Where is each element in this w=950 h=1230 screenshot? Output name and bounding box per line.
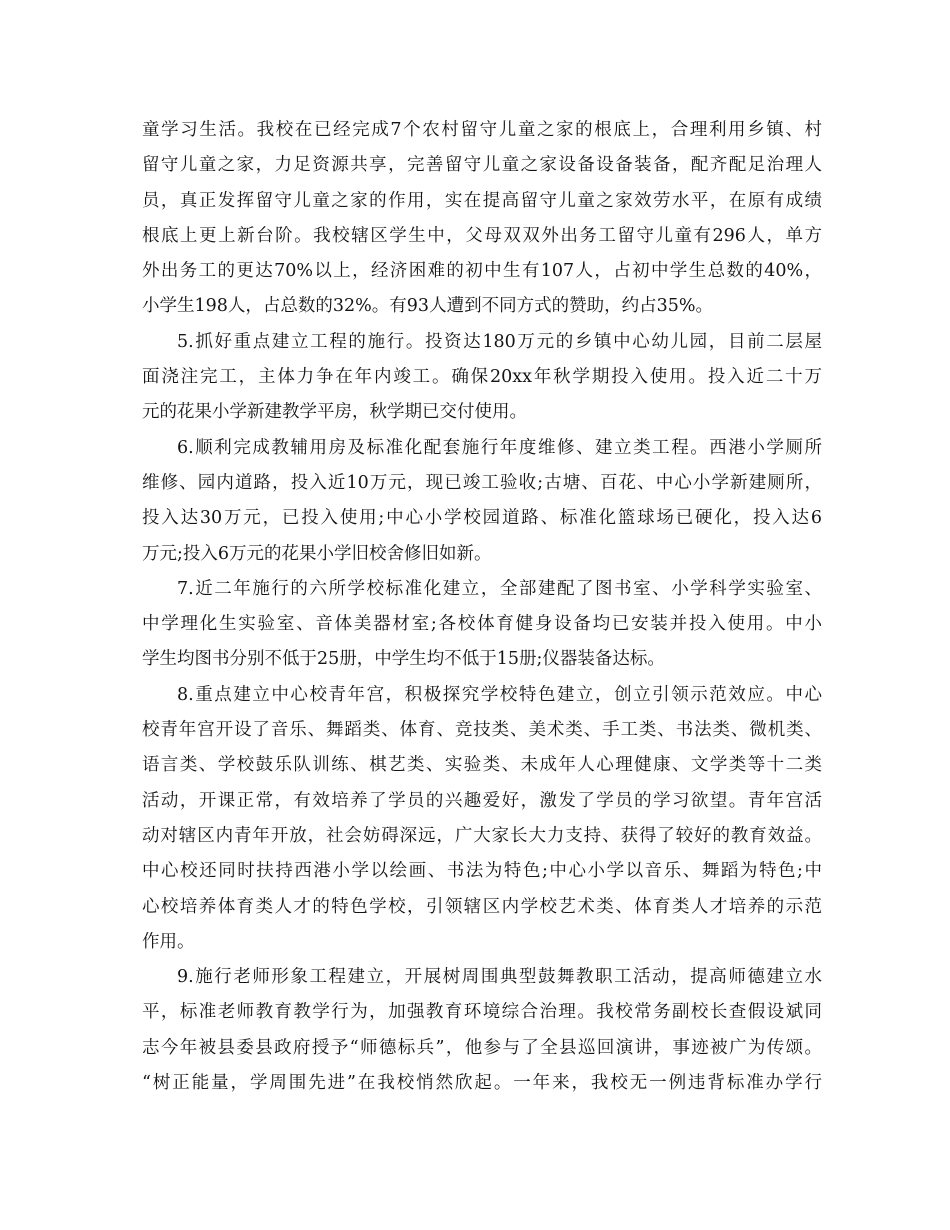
text-line: 学生均图书分别不低于25册，中学生均不低于15册;仪器装备达标。 (142, 649, 665, 670)
text-line: 投入达30万元，已投入使用;中心小学校园道路、标准化篮球场已硬化，投入达6 (142, 508, 822, 529)
paragraph (142, 678, 822, 960)
text-line: 6.顺利完成教辅用房及标准化配套施行年度维修、建立类工程。西港小学厕所 (177, 437, 822, 458)
text-line: 8.重点建立中心校青年宫，积极探究学校特色建立，创立引领示范效应。中心 (177, 684, 822, 705)
text-line: 9.施行老师形象工程建立，开展树周围典型鼓舞教职工活动，提高师德建立水 (177, 967, 822, 988)
text-line: 维修、园内道路，投入近10万元，现已竣工验收;古塘、百花、中心小学新建厕所， (142, 472, 822, 493)
text-line: 动对辖区内青年开放，社会妨碍深远，广大家长大力支持、获得了较好的教育效益。 (142, 825, 822, 846)
paragraph (142, 960, 822, 1101)
paragraph (142, 572, 822, 678)
text-line: 活动，开课正常，有效培养了学员的兴趣爱好，激发了学员的学习欲望。青年宫活 (142, 790, 822, 811)
text-line: 作用。 (142, 931, 195, 952)
text-line: 志今年被县委县政府授予“师德标兵”，他参与了全县巡回演讲，事迹被广为传颂。 (142, 1037, 822, 1058)
text-line: 面浇注完工，主体力争在年内竣工。确保20xx年秋学期投入使用。投入近二十万 (142, 367, 822, 388)
text-line: 心校培养体育类人才的特色学校，引领辖区内学校艺术类、体育类人才培养的示范 (142, 896, 822, 917)
text-line: 7.近二年施行的六所学校标准化建立，全部建配了图书室、小学科学实验室、 (177, 578, 822, 599)
text-line: 万元;投入6万元的花果小学旧校舍修旧如新。 (142, 543, 492, 564)
text-line: 留守儿童之家，力足资源共享，完善留守儿童之家设备设备装备，配齐配足治理人 (142, 155, 822, 176)
text-line: 童学习生活。我校在已经完成7个农村留守儿童之家的根底上，合理利用乡镇、村 (142, 120, 822, 140)
paragraph (142, 325, 822, 431)
text-line: 元的花果小学新建教学平房，秋学期已交付使用。 (142, 402, 527, 423)
text-line: 小学生198人，占总数的32%。有93人遭到不同方式的赞助，约占35%。 (142, 296, 713, 317)
text-line: 员，真正发挥留守儿童之家的作用，实在提高留守儿童之家效劳水平，在原有成绩 (142, 190, 822, 211)
text-line: 5.抓好重点建立工程的施行。投资达180万元的乡镇中心幼儿园，目前二层屋 (177, 331, 822, 352)
text-line: 平，标准老师教育教学行为，加强教育环境综合治理。我校常务副校长查假设斌同 (142, 1002, 822, 1023)
text-line: 中学理化生实验室、音体美器材室;各校体育健身设备均已安装并投入使用。中小 (142, 614, 822, 635)
text-line: 语言类、学校鼓乐队训练、棋艺类、实验类、未成年人心理健康、文学类等十二类 (142, 755, 822, 776)
text-line: 中心校还同时扶持西港小学以绘画、书法为特色;中心小学以音乐、舞蹈为特色;中 (142, 861, 822, 882)
text-line: 根底上更上新台阶。我校辖区学生中，父母双双外出务工留守儿童有296人，单方 (142, 225, 822, 246)
paragraph (142, 431, 822, 572)
text-line: 校青年宫开设了音乐、舞蹈类、体育、竞技类、美术类、手工类、书法类、微机类、 (142, 720, 822, 741)
document-body (142, 113, 822, 1101)
text-line: “树正能量，学周围先进”在我校悄然欣起。一年来，我校无一例违背标准办学行 (142, 1073, 822, 1094)
paragraph (142, 113, 822, 325)
text-line: 外出务工的更达70%以上，经济困难的初中生有107人，占初中学生总数的40%， (142, 261, 822, 282)
